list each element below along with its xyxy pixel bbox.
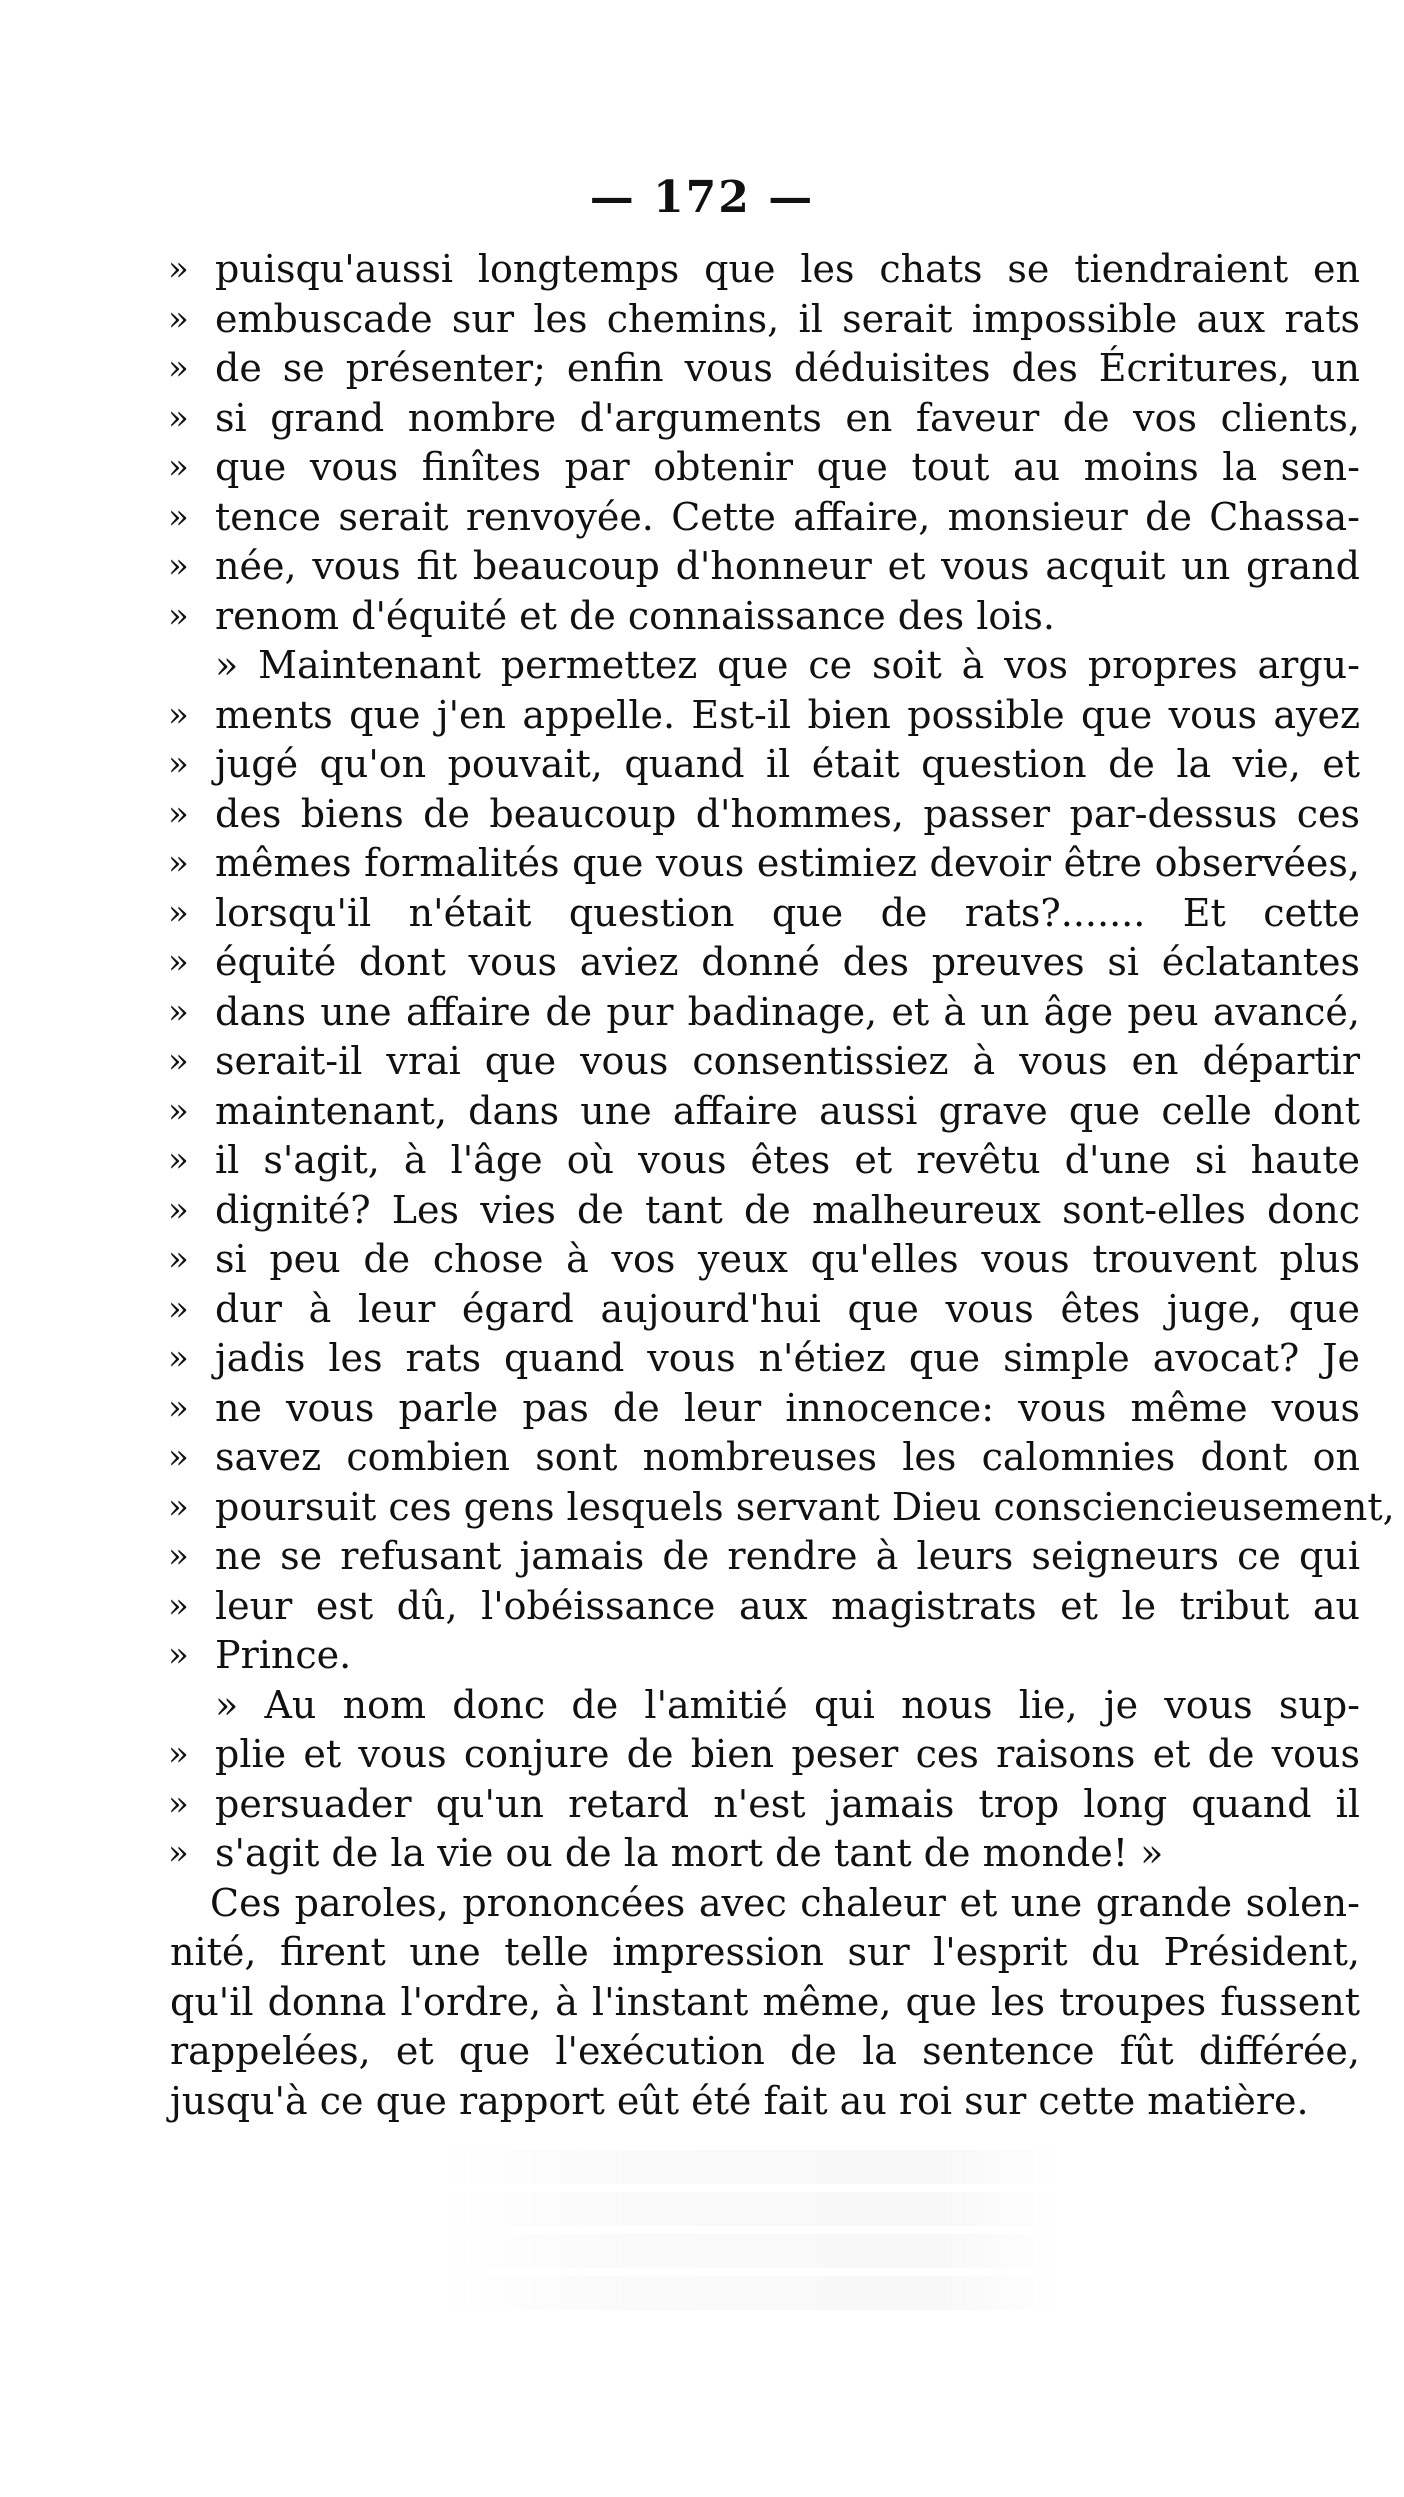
quote-mark: »: [168, 447, 189, 487]
quote-mark: »: [168, 1239, 189, 1279]
line-text: s'agit de la vie ou de la mort de tant de monde! »: [215, 1831, 1164, 1875]
page-number: — 172 —: [589, 172, 815, 223]
line-text: jugé qu'on pouvait, quand il était question de la vie, et: [215, 742, 1360, 786]
body-text: [168, 245, 1395, 2126]
quote-mark: »: [168, 1585, 189, 1626]
line-text: dans une affaire de pur badinage, et à un âge peu avancé,: [215, 989, 1360, 1034]
text-line: [170, 245, 1360, 295]
text-line: [170, 1285, 1360, 1335]
text-line: [170, 394, 1360, 444]
quote-mark: »: [168, 1734, 189, 1774]
text-line: [170, 1730, 1360, 1780]
line-text: jadis les rats quand vous n'étiez que simple avocat? Je: [215, 1336, 1360, 1380]
text-line: [170, 2027, 1360, 2077]
text-line: [170, 938, 1360, 988]
text-line: [168, 1483, 1395, 1533]
line-text: ne vous parle pas de leur innocence: vous même vous: [215, 1385, 1360, 1430]
line-text: plie et vous conjure de bien peser ces raisons et de vous: [215, 1732, 1360, 1776]
line-text: Prince.: [215, 1633, 352, 1677]
text-line: [170, 839, 1360, 889]
line-text: mêmes formalités que vous estimiez devoir être observées,: [215, 841, 1360, 885]
text-line: [170, 1879, 1360, 1929]
text-line: [170, 1681, 1360, 1731]
quote-mark: »: [168, 1090, 189, 1131]
line-text: maintenant, dans une affaire aussi grave que celle dont: [215, 1088, 1360, 1133]
quote-mark: »: [168, 1437, 189, 1477]
text-line: [170, 790, 1360, 840]
line-text: leur est dû, l'obéissance aux magistrats et le tribut au: [215, 1583, 1360, 1628]
quote-mark: »: [168, 843, 189, 883]
quote-mark: »: [168, 694, 189, 735]
text-line: [170, 1136, 1360, 1186]
line-text: que vous finîtes par obtenir que tout au moins la sen-: [215, 445, 1360, 489]
text-line: [170, 1582, 1360, 1632]
text-line: [170, 493, 1360, 543]
quote-mark: »: [168, 1536, 189, 1576]
line-text: des biens de beaucoup d'hommes, passer par-dessus ces: [215, 791, 1360, 836]
quote-mark: »: [168, 991, 189, 1032]
line-text: puisqu'aussi longtemps que les chats se tiendraient en: [215, 247, 1360, 291]
line-text: équité dont vous aviez donné des preuves si éclatantes: [215, 940, 1360, 984]
line-text: il s'agit, à l'âge où vous êtes et revêtu d'une si haute: [215, 1138, 1360, 1182]
text-line: [170, 1780, 1360, 1830]
line-text: de se présenter; enfin vous déduisites des Écritures, un: [215, 346, 1360, 390]
quote-mark: »: [168, 298, 189, 339]
line-text: dur à leur égard aujourd'hui que vous êtes juge, que: [215, 1286, 1360, 1331]
line-text: dignité? Les vies de tant de malheureux sont-elles donc: [215, 1187, 1360, 1232]
quote-mark: »: [168, 793, 189, 834]
quote-mark: »: [168, 1338, 189, 1378]
text-line: [170, 295, 1360, 345]
text-line: [170, 592, 1360, 642]
quote-mark: »: [168, 1140, 189, 1180]
line-text: qu'il donna l'ordre, à l'instant même, que les troupes fussent: [170, 1979, 1360, 2024]
line-text: » Au nom donc de l'amitié qui nous lie, je vous sup-: [215, 1682, 1360, 1727]
quote-mark: »: [168, 1189, 189, 1230]
text-line: [170, 2077, 1360, 2127]
quote-mark: »: [168, 348, 189, 388]
line-text: ments que j'en appelle. Est-il bien possible que vous ayez: [215, 692, 1360, 737]
text-line: [170, 889, 1360, 939]
quote-mark: »: [168, 249, 189, 289]
quote-mark: »: [168, 744, 189, 784]
quote-mark: »: [168, 496, 189, 537]
quote-mark: »: [168, 1486, 189, 1527]
text-line: [170, 443, 1360, 493]
quote-mark: »: [168, 942, 189, 982]
line-text: » Maintenant permettez que ce soit à vos propres argu-: [215, 643, 1360, 687]
text-line: [170, 988, 1360, 1038]
quote-mark: »: [168, 1783, 189, 1824]
text-line: [170, 1334, 1360, 1384]
line-text: lorsqu'il n'était question que de rats?....... Et cette: [215, 890, 1360, 935]
text-line: [170, 1433, 1360, 1483]
line-text: si peu de chose à vos yeux qu'elles vous trouvent plus: [215, 1237, 1360, 1281]
text-line: [170, 1384, 1360, 1434]
line-text: jusqu'à ce que rapport eût été fait au roi sur cette matière.: [170, 2078, 1309, 2123]
text-line: [170, 1928, 1360, 1978]
line-text: tence serait renvoyée. Cette affaire, monsieur de Chassa-: [215, 494, 1360, 539]
show-through-bleed: [440, 2150, 1060, 2320]
quote-mark: »: [168, 546, 189, 586]
line-text: si grand nombre d'arguments en faveur de vos clients,: [215, 395, 1360, 440]
line-text: nité, firent une telle impression sur l'esprit du Président,: [170, 1930, 1360, 1974]
text-line: [170, 691, 1360, 741]
quote-mark: »: [168, 1041, 189, 1081]
text-line: [170, 344, 1360, 394]
text-line: [170, 1829, 1360, 1879]
text-line: [170, 1978, 1360, 2028]
line-text: serait-il vrai que vous consentissiez à vous en départir: [215, 1039, 1360, 1083]
quote-mark: »: [168, 1288, 189, 1329]
line-text: poursuit ces gens lesquels servant Dieu consciencieusement,: [215, 1484, 1395, 1529]
text-line: [170, 542, 1360, 592]
text-line: [170, 1532, 1360, 1582]
line-text: rappelées, et que l'exécution de la sentence fût différée,: [170, 2029, 1360, 2073]
quote-mark: »: [168, 1635, 189, 1675]
quote-mark: »: [168, 1387, 189, 1428]
text-line: [170, 1186, 1360, 1236]
line-text: Ces paroles, prononcées avec chaleur et une grande solen-: [210, 1880, 1360, 1925]
text-line: [170, 1087, 1360, 1137]
text-line: [170, 1037, 1360, 1087]
text-line: [170, 641, 1360, 691]
quote-mark: »: [168, 892, 189, 933]
text-line: [170, 1235, 1360, 1285]
line-text: persuader qu'un retard n'est jamais trop long quand il: [215, 1781, 1360, 1826]
quote-mark: »: [168, 1833, 189, 1873]
line-text: ne se refusant jamais de rendre à leurs seigneurs ce qui: [215, 1534, 1360, 1578]
line-text: née, vous fit beaucoup d'honneur et vous acquit un grand: [215, 544, 1360, 588]
line-text: renom d'équité et de connaissance des lois.: [215, 593, 1055, 638]
text-line: [170, 740, 1360, 790]
quote-mark: »: [168, 595, 189, 636]
quote-mark: »: [168, 397, 189, 438]
text-line: [170, 1631, 1360, 1681]
line-text: savez combien sont nombreuses les calomnies dont on: [215, 1435, 1360, 1479]
line-text: embuscade sur les chemins, il serait impossible aux rats: [215, 296, 1360, 341]
